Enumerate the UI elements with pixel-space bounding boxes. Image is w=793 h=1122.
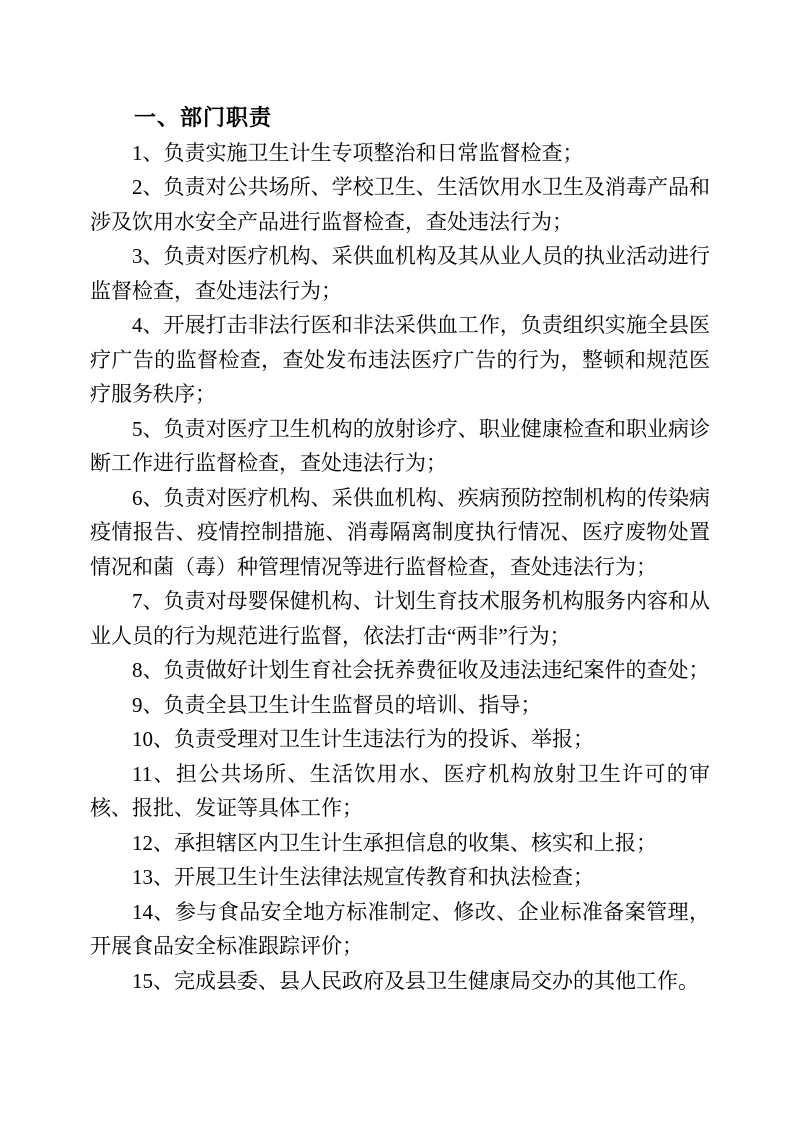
list-item: 14、参与食品安全地方标准制定、修改、企业标准备案管理，开展食品安全标准跟踪评价； — [90, 899, 710, 958]
list-item: 6、负责对医疗机构、采供血机构、疾病预防控制机构的传染病疫情报告、疫情控制措施、消毒隔离制度执行情况、医疗废物处置情况和菌（毒）种管理情况等进行监督检查，查处违法行为； — [90, 485, 710, 579]
document-content — [90, 101, 710, 998]
list-item: 9、负责全县卫生计生监督员的培训、指导； — [132, 692, 542, 717]
list-item: 13、开展卫生计生法律法规宣传教育和执法检查； — [132, 865, 594, 889]
list-item: 2、负责对公共场所、学校卫生、生活饮用水卫生及消毒产品和涉及饮用水安全产品进行监督检查，查处违法行为； — [90, 175, 710, 234]
list-item: 11、担公共场所、生活饮用水、医疗机构放射卫生许可的审核、报批、发证等具体工作； — [90, 761, 710, 820]
list-item: 3、负责对医疗机构、采供血机构及其从业人员的执业活动进行监督检查，查处违法行为； — [90, 244, 710, 303]
section-heading: 一、部门职责 — [134, 105, 273, 130]
list-item: 8、负责做好计划生育社会抚养费征收及违法违纪案件的查处； — [132, 658, 710, 682]
list-item: 12、承担辖区内卫生计生承担信息的收集、核实和上报； — [132, 830, 657, 855]
list-item: 1、负责实施卫生计生专项整治和日常监督检查； — [132, 140, 584, 165]
list-item: 4、开展打击非法行医和非法采供血工作，负责组织实施全县医疗广告的监督检查，查处发布违法医疗广告的行为，整顿和规范医疗服务秩序； — [90, 313, 710, 406]
list-item: 5、负责对医疗卫生机构的放射诊疗、职业健康检查和职业病诊断工作进行监督检查，查处违法行为； — [90, 416, 710, 475]
list-item: 7、负责对母婴保健机构、计划生育技术服务机构服务内容和从业人员的行为规范进行监督，依法打击“两非”行为； — [90, 589, 710, 648]
list-item: 10、负责受理对卫生计生违法行为的投诉、举报； — [132, 727, 594, 751]
list-item: 15、完成县委、县人民政府及县卫生健康局交办的其他工作。 — [132, 968, 699, 993]
